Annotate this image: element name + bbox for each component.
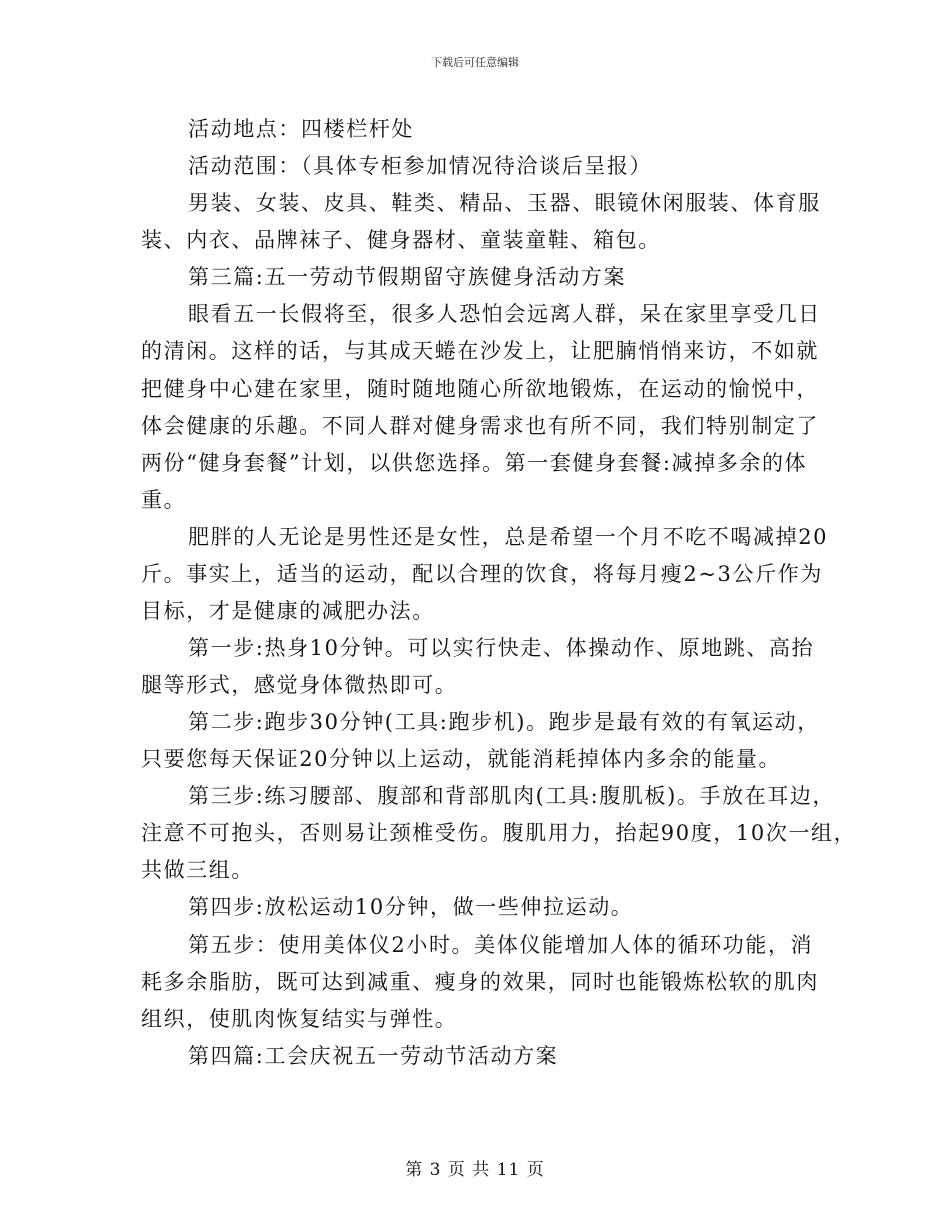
text-line: 第四步:放松运动10分钟，做一些伸拉运动。	[188, 895, 634, 919]
text-line: 组织，使肌肉恢复结实与弹性。	[141, 1007, 458, 1031]
text-line: 腿等形式，感觉身体微热即可。	[141, 673, 458, 697]
text-line: 装、内衣、品牌袜子、健身器材、童装童鞋、箱包。	[141, 228, 661, 252]
page-footer: 第 3 页 共 11 页	[405, 1160, 545, 1180]
text-line: 体会健康的乐趣。不同人群对健身需求也有所不同，我们特别制定了	[141, 414, 819, 438]
section-heading: 第三篇:五一劳动节假期留守族健身活动方案	[188, 265, 627, 289]
text-line: 只要您每天保证20分钟以上运动，就能消耗掉体内多余的能量。	[141, 747, 782, 771]
text-line: 男装、女装、皮具、鞋类、精品、玉器、眼镜休闲服装、体育服	[188, 191, 821, 215]
text-line: 斤。事实上，适当的运动，配以合理的饮食，将每月瘦2~3公斤作为	[141, 562, 823, 586]
text-line: 的清闲。这样的话，与其成天蜷在沙发上，让肥腩悄悄来访，不如就	[141, 339, 819, 363]
text-line: 眼看五一长假将至，很多人恐怕会远离人群，呆在家里享受几日	[188, 302, 821, 326]
text-line: 目标，才是健康的减肥办法。	[141, 599, 435, 623]
text-line: 两份“健身套餐”计划，以供您选择。第一套健身套餐:减掉多余的体	[141, 451, 808, 475]
text-line: 肥胖的人无论是男性还是女性，总是希望一个月不吃不喝减掉20	[188, 525, 829, 549]
text-line: 共做三组。	[141, 858, 254, 882]
section-heading: 第四篇:工会庆祝五一劳动节活动方案	[188, 1044, 559, 1068]
text-line: 重。	[141, 488, 187, 512]
text-line: 活动地点：四楼栏杆处	[188, 117, 414, 141]
text-line: 活动范围：（具体专柜参加情况待洽谈后呈报）	[188, 154, 653, 178]
text-line: 第二步:跑步30分钟(工具:跑步机)。跑步是最有效的有氧运动，	[188, 710, 820, 734]
page-header: 下载后可任意编辑	[431, 56, 519, 69]
text-line: 把健身中心建在家里，随时随地随心所欲地锻炼，在运动的愉悦中，	[141, 377, 819, 401]
text-line: 注意不可抱头，否则易让颈椎受伤。腹肌用力，抬起90度，10次一组，	[141, 821, 857, 845]
text-line: 耗多余脂肪，既可达到减重、瘦身的效果，同时也能锻炼松软的肌肉	[141, 970, 819, 994]
text-line: 第三步:练习腰部、腹部和背部肌肉(工具:腹肌板)。手放在耳边，	[188, 784, 836, 808]
text-line: 第一步:热身10分钟。可以实行快走、体操动作、原地跳、高抬	[188, 636, 815, 660]
text-line: 第五步：使用美体仪2小时。美体仪能增加人体的循环功能，消	[188, 933, 814, 957]
